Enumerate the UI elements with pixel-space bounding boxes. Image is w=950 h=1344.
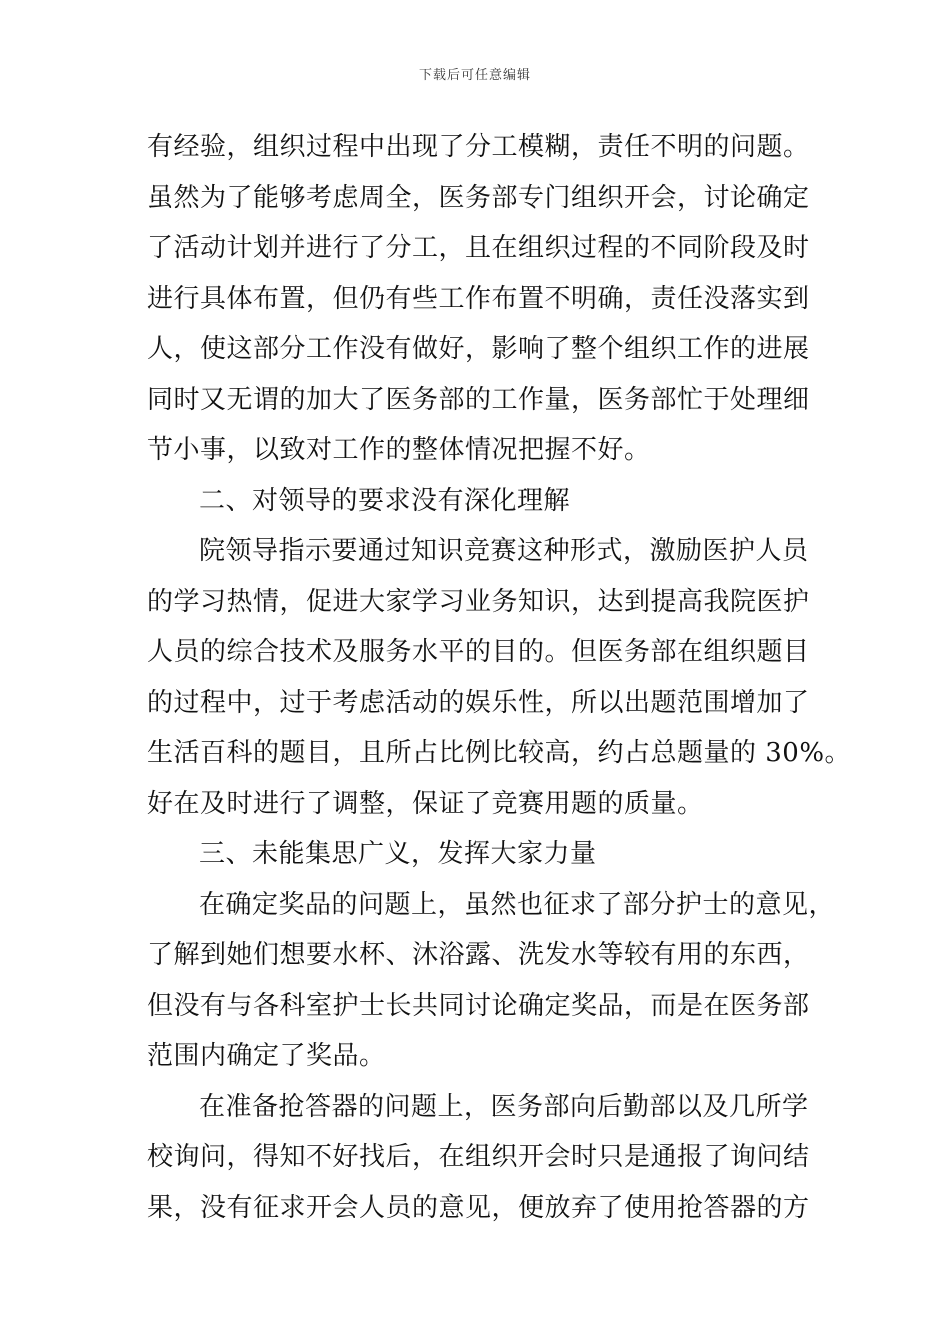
text-line: 的学习热情，促进大家学习业务知识，达到提高我院医护 <box>147 586 810 617</box>
text-line: 进行具体布置，但仍有些工作布置不明确，责任没落实到 <box>147 283 810 314</box>
text-line: 人员的综合技术及服务水平的目的。但医务部在组织题目 <box>147 637 810 667</box>
text-line: 的过程中，过于考虑活动的娱乐性，所以出题范围增加了 <box>147 687 810 718</box>
text-line: 二、对领导的要求没有深化理解 <box>199 485 571 516</box>
text-line: 同时又无谓的加大了医务部的工作量，医务部忙于处理细 <box>147 384 810 415</box>
text-line: 好在及时进行了调整，保证了竞赛用题的质量。 <box>147 788 704 819</box>
text-line: 三、未能集思广义，发挥大家力量 <box>199 839 597 869</box>
text-line: 在确定奖品的问题上，虽然也征求了部分护士的意见， <box>199 889 836 920</box>
text-line: 但没有与各科室护士长共同讨论确定奖品，而是在医务部 <box>147 990 810 1021</box>
text-line: 生活百科的题目，且所占比例比较高，约占总题量的 30%。 <box>147 738 852 768</box>
text-line: 范围内确定了奖品。 <box>147 1041 386 1071</box>
text-line: 了解到她们想要水杯、沐浴露、洗发水等较有用的东西， <box>147 940 810 970</box>
text-line: 了活动计划并进行了分工，且在组织过程的不同阶段及时 <box>147 233 810 263</box>
text-line: 人，使这部分工作没有做好，影响了整个组织工作的进展 <box>147 334 810 364</box>
text-line: 节小事，以致对工作的整体情况把握不好。 <box>147 435 651 465</box>
text-line: 在准备抢答器的问题上，医务部向后勤部以及几所学 <box>199 1091 809 1122</box>
text-line: 有经验，组织过程中出现了分工模糊，责任不明的问题。 <box>147 132 810 162</box>
text-line: 虽然为了能够考虑周全，医务部专门组织开会，讨论确定 <box>147 182 810 213</box>
text-line: 校询问，得知不好找后，在组织开会时只是通报了询问结 <box>147 1142 810 1172</box>
page-header: 下载后可任意编辑 <box>418 68 531 83</box>
text-line: 院领导指示要通过知识竞赛这种形式，激励医护人员 <box>199 536 809 566</box>
document-body <box>147 126 852 1237</box>
text-line: 果，没有征求开会人员的意见，便放弃了使用抢答器的方 <box>147 1192 810 1223</box>
